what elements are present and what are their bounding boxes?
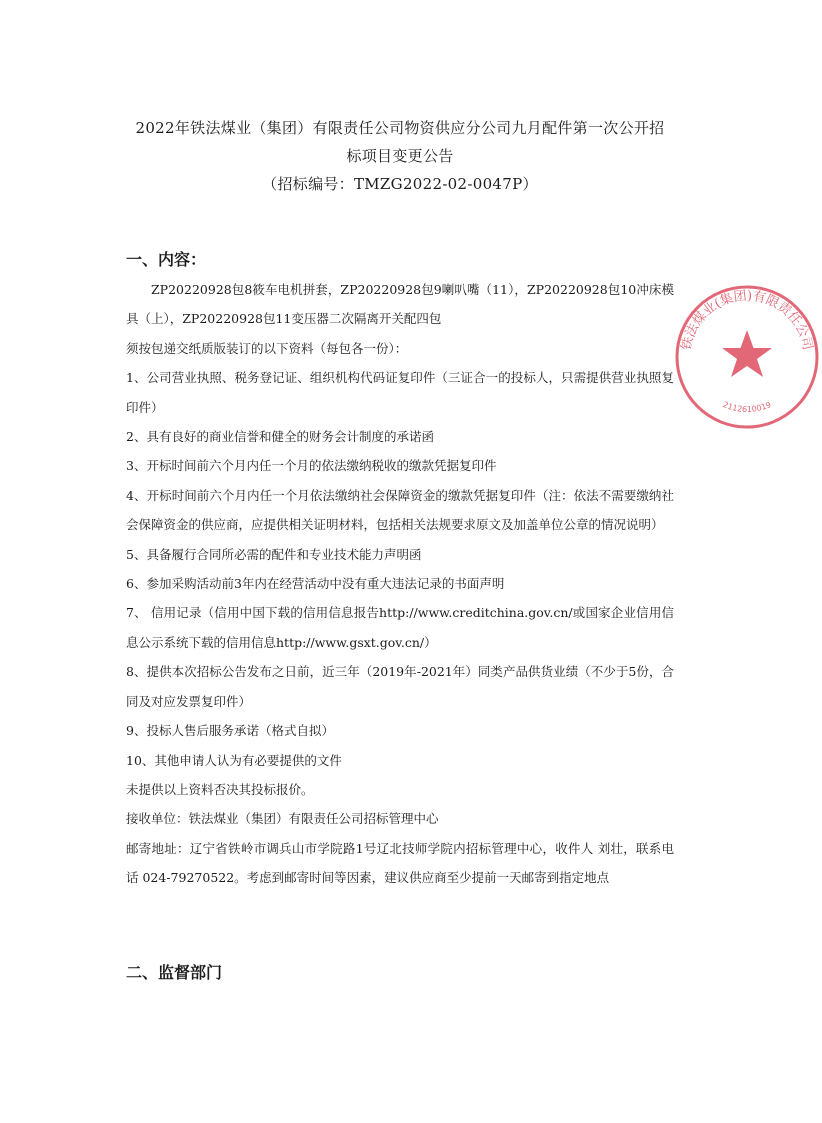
seal-number: 2112610019: [721, 400, 773, 415]
official-seal-stamp: [672, 282, 822, 432]
requirement-item-10: 10、其他申请人认为有必要提供的文件: [126, 752, 342, 768]
bid-number: （招标编号：TMZG2022-02-0047P）: [262, 175, 538, 193]
title-line-2: 标项目变更公告: [346, 147, 454, 165]
requirement-item-4: 4、开标时间前六个月内任一个月依法缴纳社会保障资金的缴款凭据复印件（注：依法不需要缴纳社会保障资金的供应商，应提供相关证明材料，包括相关法规要求原文及加盖单位公章的情况说明）: [126, 487, 674, 533]
requirement-item-8: 8、提供本次招标公告发布之日前，近三年（2019年-2021年）同类产品供货业绩（不少于5份，合同及对应发票复印件）: [126, 664, 674, 709]
requirement-item-7: 7、 信用记录（信用中国下载的信用信息报告http://www.creditchina.gov.cn/或国家企业信用信息公示系统下载的信用信息http://www.gsxt.gov.cn/）: [126, 605, 674, 650]
requirement-item-1: 1、公司营业执照、税务登记证、组织机构代码证复印件（三证合一的投标人，只需提供营业执照复印件）: [126, 370, 674, 415]
requirement-item-6: 6、参加采购活动前3年内在经营活动中没有重大违法记录的书面声明: [126, 576, 505, 592]
seal-text: 铁法煤业(集团)有限责任公司: [679, 288, 815, 352]
mailing-address: 邮寄地址：辽宁省铁岭市调兵山市学院路1号辽北技师学院内招标管理中心，收件人 刘壮，联系电话 024-79270522。考虑到邮寄时间等因素，建议供应商至少提前一天邮寄到指定地点: [126, 840, 674, 886]
package-list: ZP20220928包8筱车电机拼套，ZP20220928包9喇叭嘴（11），ZP20220928包10冲床模具（上），ZP20220928包11变压器二次隔离开关配四包: [126, 282, 674, 327]
paragraph-requirements-intro: 须按包递交纸质版装订的以下资料（每包各一份）：: [126, 340, 408, 356]
section-1-heading: 一、内容：: [126, 250, 207, 269]
section-1-body: [126, 275, 674, 893]
title-line-1: 2022年铁法煤业（集团）有限责任公司物资供应分公司九月配件第一次公开招: [135, 119, 665, 137]
requirement-item-9: 9、投标人售后服务承诺（格式自拟）: [126, 723, 334, 739]
section-2-heading: 二、监督部门: [126, 963, 223, 982]
requirement-item-5: 5、具备履行合同所必需的配件和专业技术能力声明函: [126, 546, 422, 562]
seal-star-icon: [722, 330, 772, 377]
receiving-unit: 接收单位：铁法煤业（集团）有限责任公司招标管理中心: [126, 811, 439, 827]
document-title: [125, 114, 675, 198]
requirement-item-2: 2、具有良好的商业信誉和健全的财务会计制度的承诺函: [126, 429, 434, 445]
requirement-item-3: 3、开标时间前六个月内任一个月的依法缴纳税收的缴款凭据复印件: [126, 458, 497, 474]
rejection-note: 未提供以上资料否决其投标报价。: [126, 781, 314, 797]
